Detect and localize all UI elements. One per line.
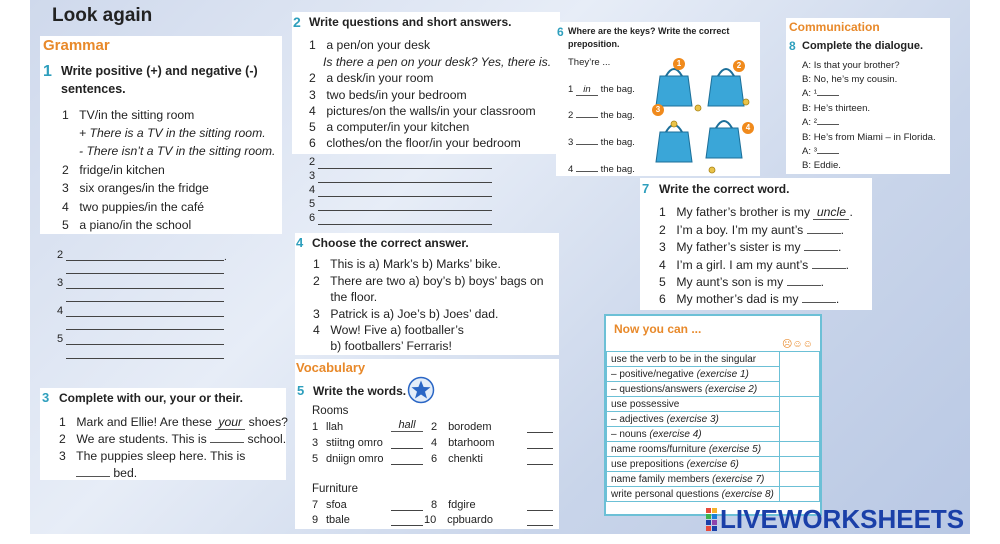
ex1-answer-number: 4: [57, 305, 64, 317]
table-row: [607, 397, 820, 412]
ex7-answer-field[interactable]: uncle: [813, 205, 849, 220]
bags-with-keys-picture: [652, 58, 758, 176]
ex5-answer-field[interactable]: [527, 448, 553, 449]
ex7-item: 6 My mother’s dad is my .: [659, 292, 840, 306]
grammar-heading: Grammar: [43, 37, 110, 54]
ex1-answer-field[interactable]: [66, 329, 224, 330]
ex3-item: 1 Mark and Ellie! Are these your shoes?: [59, 415, 288, 429]
ex6-answer-field[interactable]: [576, 171, 598, 172]
period: .: [224, 252, 227, 263]
ex2-item: 4 pictures/on the walls/in your classroom: [309, 104, 536, 118]
ex3-instruction: Complete with our, your or their.: [59, 391, 244, 405]
ex1-example-positive: + There is a TV in the sitting room.: [79, 126, 266, 140]
ex1-instruction-line2: sentences.: [61, 82, 126, 96]
ex2-answer-number: 4: [309, 184, 316, 196]
ex5-instruction: Write the words.: [313, 384, 407, 398]
ex4-item: 2 There are two a) boy’s b) boys’ bags on: [313, 274, 544, 288]
ex8-answer-field[interactable]: [817, 124, 839, 125]
ex6-answer-field[interactable]: in: [576, 84, 598, 96]
ex2-panel: [292, 12, 560, 154]
dialogue-line: A: ³: [802, 146, 839, 157]
communication-heading: Communication: [789, 20, 880, 34]
ex6-item: 3 the bag.: [568, 137, 635, 148]
dialogue-line: B: No, he’s my cousin.: [802, 74, 898, 85]
ex8-number: 8: [789, 39, 796, 53]
ex2-item: 3 two beds/in your bedroom: [309, 88, 467, 102]
ex3-answer-field[interactable]: your: [215, 415, 245, 430]
ex5-answer-field[interactable]: [391, 464, 423, 465]
ex6-panel: [556, 22, 760, 176]
ex5-item: 3 stiitng omro: [312, 437, 383, 449]
ex2-answer-number: 6: [309, 212, 316, 224]
ex7-answer-field[interactable]: [804, 250, 838, 251]
ex6-item: 2 the bag.: [568, 110, 635, 121]
dialogue-line: A: ¹: [802, 88, 839, 99]
ex6-item: 4 the bag.: [568, 164, 635, 175]
ex5-item: 8 fdgire: [431, 499, 476, 511]
self-assessment-cell[interactable]: [780, 352, 820, 397]
ex8-instruction: Complete the dialogue.: [802, 40, 924, 52]
now-you-can-heading: Now you can ...: [614, 322, 702, 336]
ex7-item: 4 I’m a girl. I am my aunt’s .: [659, 258, 850, 272]
grammar-ex1-panel: [40, 36, 282, 234]
ex1-item: 1 TV/in the sitting room: [62, 108, 195, 122]
ex1-answer-field[interactable]: [66, 301, 224, 302]
ex3-answer-field[interactable]: [76, 476, 110, 477]
table-cell: – nouns (exercise 4): [607, 427, 780, 442]
now-you-can-panel: [604, 314, 822, 516]
ex7-answer-field[interactable]: [787, 285, 821, 286]
ex7-item: 3 My father’s sister is my .: [659, 240, 842, 254]
ex3-item: 2 We are students. This is school.: [59, 432, 287, 446]
ex8-answer-field[interactable]: [817, 153, 839, 154]
ex6-intro: They’re ...: [568, 57, 611, 68]
ex7-number: 7: [642, 181, 650, 196]
ex5-answer-field[interactable]: hall: [391, 419, 423, 432]
ex7-item: 5 My aunt’s son is my .: [659, 275, 824, 289]
vocabulary-ex5-panel: [295, 359, 559, 529]
ex6-item: 1 in the bag.: [568, 84, 635, 95]
ex6-number: 6: [557, 25, 564, 39]
ex5-item: 2 borodem: [431, 421, 492, 433]
ex2-number: 2: [293, 14, 301, 30]
ex2-item: 5 a computer/in your kitchen: [309, 120, 470, 134]
vocabulary-heading: Vocabulary: [296, 360, 366, 375]
ex1-answer-field[interactable]: [66, 316, 224, 317]
ex1-example-negative: - There isn’t a TV in the sitting room.: [79, 144, 276, 158]
ex2-item: 1 a pen/on your desk: [309, 38, 431, 52]
worksheet-background: [30, 0, 970, 534]
ex3-item-cont: bed.: [76, 466, 137, 480]
ex7-item: 1 My father’s brother is my uncle .: [659, 205, 853, 219]
ex1-answer-field[interactable]: [66, 260, 224, 261]
ex6-answer-field[interactable]: [576, 117, 598, 118]
ex3-number: 3: [42, 390, 50, 405]
ex5-answer-field[interactable]: [527, 464, 553, 465]
logo-mark-icon: [706, 508, 718, 532]
ex5-item: 1 llah: [312, 421, 344, 433]
ex7-answer-field[interactable]: [802, 302, 836, 303]
ex5-item: 4 btarhoom: [431, 437, 495, 449]
ex1-answer-field[interactable]: [66, 273, 224, 274]
ex1-answer-field[interactable]: [66, 288, 224, 289]
ex2-answer-field[interactable]: [318, 224, 492, 225]
ex7-panel: [640, 178, 872, 310]
picture-label-badge: 2: [733, 60, 745, 72]
furniture-label: Furniture: [312, 483, 359, 495]
ex1-answer-number: 2: [57, 249, 64, 261]
ex4-instruction: Choose the correct answer.: [312, 236, 469, 250]
ex3-item: 3 The puppies sleep here. This is: [59, 449, 246, 463]
ex1-answer-field[interactable]: [66, 344, 224, 345]
ex5-answer-field[interactable]: [527, 432, 553, 433]
ex5-item: 5 dniign omro: [312, 453, 384, 465]
table-row: [607, 472, 820, 487]
table-row: [607, 487, 820, 502]
ex2-example: Is there a pen on your desk? Yes, there is.: [323, 55, 552, 69]
self-assessment-cell[interactable]: [780, 457, 820, 472]
ex5-answer-field[interactable]: [527, 510, 553, 511]
self-assessment-cell[interactable]: [780, 472, 820, 487]
ex4-item: 3 Patrick is a) Joe’s b) Joes’ dad.: [313, 307, 499, 321]
ex5-number: 5: [297, 383, 305, 398]
ex5-item: 6 chenkti: [431, 453, 483, 465]
ex1-item: 5 a piano/in the school: [62, 218, 192, 232]
table-cell: – positive/negative (exercise 1): [607, 367, 780, 382]
rooms-label: Rooms: [312, 405, 349, 417]
table-cell: write personal questions (exercise 8): [607, 487, 780, 502]
dialogue-line: A: ²: [802, 117, 839, 128]
page-title: Look again: [52, 5, 153, 26]
table-cell: use possessive: [607, 397, 780, 412]
picture-label-badge: 3: [652, 104, 664, 116]
ex2-answer-field[interactable]: [318, 210, 492, 211]
table-cell: name rooms/furniture (exercise 5): [607, 442, 780, 457]
ex4-panel: [295, 233, 559, 355]
picture-label-badge: 1: [673, 58, 685, 70]
ex5-item: 10 cpbuardo: [424, 514, 493, 526]
ex2-item: 2 a desk/in your room: [309, 71, 434, 85]
ex7-instruction: Write the correct word.: [659, 182, 790, 196]
ex1-number: 1: [43, 63, 52, 80]
ex6-answer-field[interactable]: [576, 144, 598, 145]
dialogue-line: A: Is that your brother?: [802, 60, 900, 71]
ex2-instruction: Write questions and short answers.: [309, 15, 512, 29]
table-cell: use the verb to be in the singular: [607, 352, 780, 367]
ex3-panel: [40, 388, 286, 480]
ex6-instruction-line1: Where are the keys? Write the correct: [568, 26, 730, 36]
ex2-answer-number: 5: [309, 198, 316, 210]
table-cell: – questions/answers (exercise 2): [607, 382, 780, 397]
ex1-item: 2 fridge/in kitchen: [62, 163, 165, 177]
ex4-number: 4: [296, 235, 304, 250]
ex1-instruction-line1: Write positive (+) and negative (-): [61, 64, 258, 78]
dialogue-line: B: He’s from Miami – in Florida.: [802, 132, 936, 143]
ex7-answer-field[interactable]: [812, 268, 846, 269]
ex7-answer-field[interactable]: [807, 233, 841, 234]
self-assessment-cell[interactable]: [780, 442, 820, 457]
ex5-answer-field[interactable]: [391, 510, 423, 511]
ex8-answer-field[interactable]: [817, 95, 839, 96]
star-icon: [407, 376, 435, 404]
ex5-answer-field[interactable]: [391, 525, 423, 526]
table-cell: use prepositions (exercise 6): [607, 457, 780, 472]
ex1-item: 4 two puppies/in the café: [62, 200, 205, 214]
dialogue-line: B: He’s thirteen.: [802, 103, 871, 114]
self-assessment-cell[interactable]: [780, 397, 820, 442]
table-row: [607, 457, 820, 472]
table-row: [607, 442, 820, 457]
ex2-answer-field[interactable]: [318, 168, 492, 169]
ex1-answer-number: 3: [57, 277, 64, 289]
table-cell: name family members (exercise 7): [607, 472, 780, 487]
ex6-instruction-line2: preposition.: [568, 39, 620, 49]
communication-ex8-panel: [786, 18, 950, 174]
ex4-item: b) footballers’ Ferraris!: [330, 339, 452, 353]
dialogue-line: B: Eddie.: [802, 160, 841, 171]
ex4-item: 1 This is a) Mark’s b) Marks’ bike.: [313, 257, 501, 271]
ex3-answer-field[interactable]: [210, 442, 244, 443]
ex5-answer-field[interactable]: [391, 448, 423, 449]
ex2-answer-field[interactable]: [318, 196, 492, 197]
picture-label-badge: 4: [742, 122, 754, 134]
ex5-item: 7 sfoa: [312, 499, 347, 511]
table-cell: – adjectives (exercise 3): [607, 412, 780, 427]
ex2-answer-field[interactable]: [318, 182, 492, 183]
ex4-item: 4 Wow! Five a) footballer’s: [313, 323, 464, 337]
ex1-item: 3 six oranges/in the fridge: [62, 181, 209, 195]
ex2-answer-number: 2: [309, 156, 316, 168]
ex2-answer-number: 3: [309, 170, 316, 182]
self-assessment-cell[interactable]: [780, 487, 820, 502]
faces-icon: ☹☺☺: [782, 339, 813, 350]
ex2-item: 6 clothes/on the floor/in your bedroom: [309, 136, 521, 150]
ex7-item: 2 I’m a boy. I’m my aunt’s .: [659, 223, 845, 237]
ex5-answer-field[interactable]: [527, 525, 553, 526]
logo-text: LIVEWORKSHEETS: [720, 504, 965, 534]
ex5-item: 9 tbale: [312, 514, 350, 526]
ex4-item: the floor.: [330, 290, 378, 304]
table-row: [607, 352, 820, 367]
ex1-answer-number: 5: [57, 333, 64, 345]
ex1-answer-field[interactable]: [66, 358, 224, 359]
